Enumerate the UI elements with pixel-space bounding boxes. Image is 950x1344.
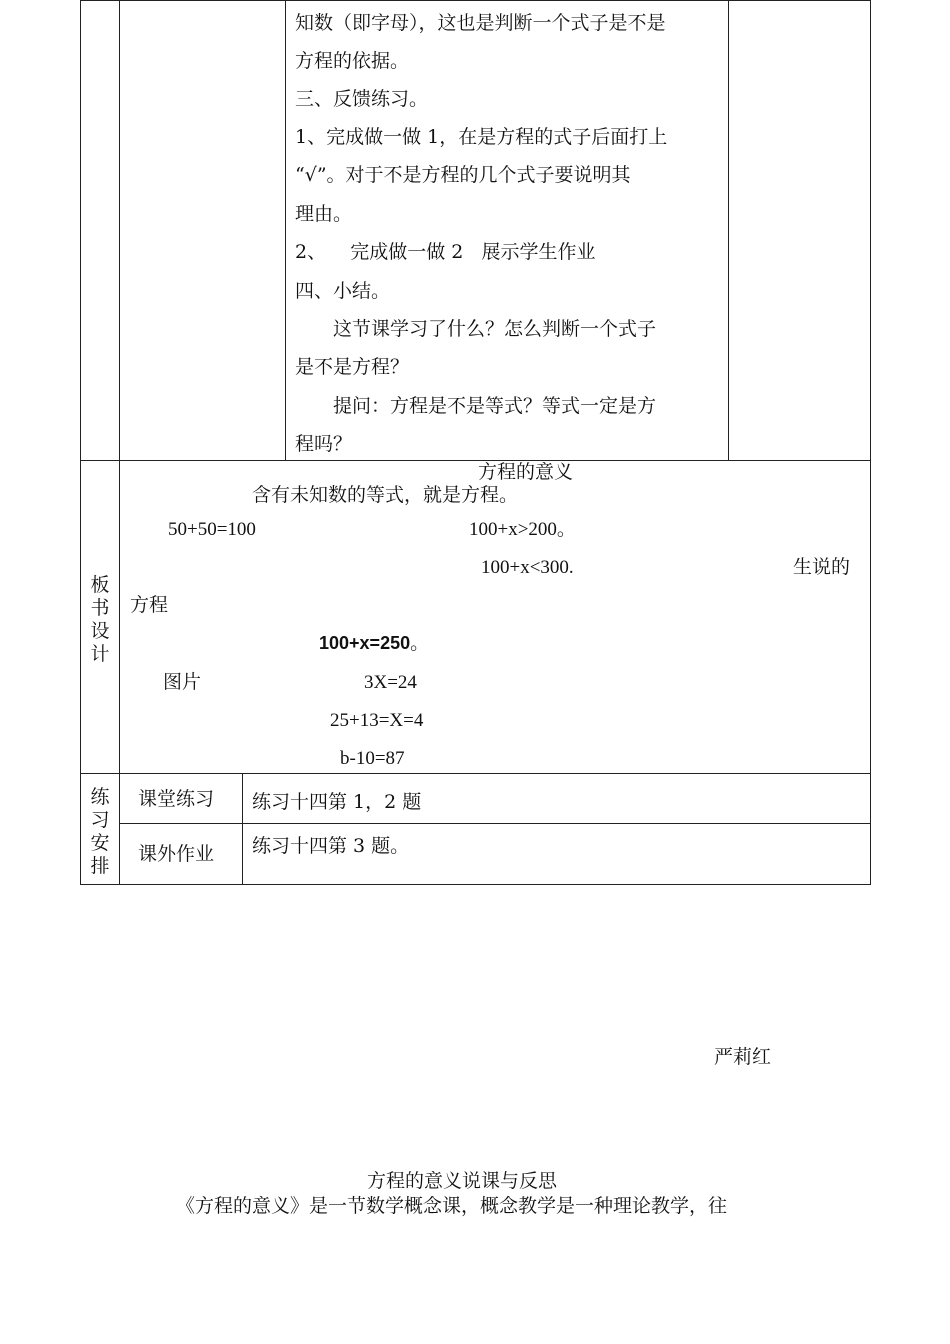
process-line: 提问：方程是不是等式？等式一定是方: [333, 395, 657, 417]
process-line: 理由。: [295, 203, 353, 225]
board-picture-label: 图片: [163, 671, 202, 693]
board-equation: 100+x=250: [319, 633, 411, 653]
process-line: 知数（即字母），这也是判断一个式子是不是: [295, 12, 666, 34]
board-equation: 50+50=100: [168, 519, 256, 540]
author-name: 严莉红: [714, 1046, 772, 1068]
row-divider-board: [80, 460, 871, 461]
label-char: 排: [90, 855, 110, 877]
board-equation-suffix: 。: [410, 632, 430, 654]
row-divider-practice: [80, 773, 871, 774]
process-line: 是不是方程？: [295, 356, 410, 378]
col-divider-a: [285, 0, 286, 461]
label-char: 练: [90, 786, 110, 808]
table-border-left: [80, 0, 81, 885]
practice-type-classroom: 课堂练习: [138, 788, 215, 810]
board-definition: 含有未知数的等式，就是方程。: [252, 484, 519, 506]
label-char: 板: [90, 574, 110, 596]
process-line: 程吗？: [295, 433, 353, 455]
label-column-divider: [119, 0, 120, 885]
board-equation: 100+x<300.: [481, 557, 574, 578]
board-equation-bold: [319, 634, 429, 653]
reflection-title: 方程的意义说课与反思: [367, 1170, 558, 1192]
process-line: 这节课学习了什么？怎么判断一个式子: [333, 318, 657, 340]
process-line: 四、小结。: [295, 280, 391, 302]
practice-type-homework: 课外作业: [138, 843, 215, 865]
label-char: 书: [90, 597, 110, 619]
label-char: 计: [90, 643, 110, 665]
process-line: “√”。对于不是方程的几个式子要说明其: [295, 164, 631, 186]
practice-content-homework: 练习十四第 3 题。: [252, 835, 410, 857]
practice-inner-divider: [119, 823, 871, 824]
board-side-text: 生说的: [793, 556, 851, 578]
board-fangcheng: 方程: [130, 594, 169, 616]
table-border-right: [870, 0, 871, 885]
table-border-top: [80, 0, 871, 1]
process-line: 方程的依据。: [295, 50, 410, 72]
process-line: 2、 完成做一做 2 展示学生作业: [295, 241, 596, 263]
reflection-first-line: 《方程的意义》是一节数学概念课，概念教学是一种理论教学，往: [176, 1195, 728, 1217]
table-border-bottom: [80, 884, 871, 885]
board-design-label: [89, 574, 111, 666]
label-char: 习: [90, 809, 110, 831]
board-equation: b-10=87: [340, 748, 405, 769]
process-line: 1、完成做一做 1，在是方程的式子后面打上: [295, 126, 668, 148]
board-equation: 3X=24: [364, 672, 417, 693]
process-line: 三、反馈练习。: [295, 88, 429, 110]
label-char: 安: [90, 832, 110, 854]
practice-content-classroom: 练习十四第 1，2 题: [252, 791, 422, 813]
col-divider-b: [728, 0, 729, 461]
board-title: 方程的意义: [478, 461, 574, 483]
practice-label: [89, 786, 111, 878]
board-equation: 100+x>200。: [469, 519, 576, 540]
label-char: 设: [90, 620, 110, 642]
practice-type-divider: [242, 773, 243, 885]
board-equation: 25+13=X=4: [330, 710, 424, 731]
